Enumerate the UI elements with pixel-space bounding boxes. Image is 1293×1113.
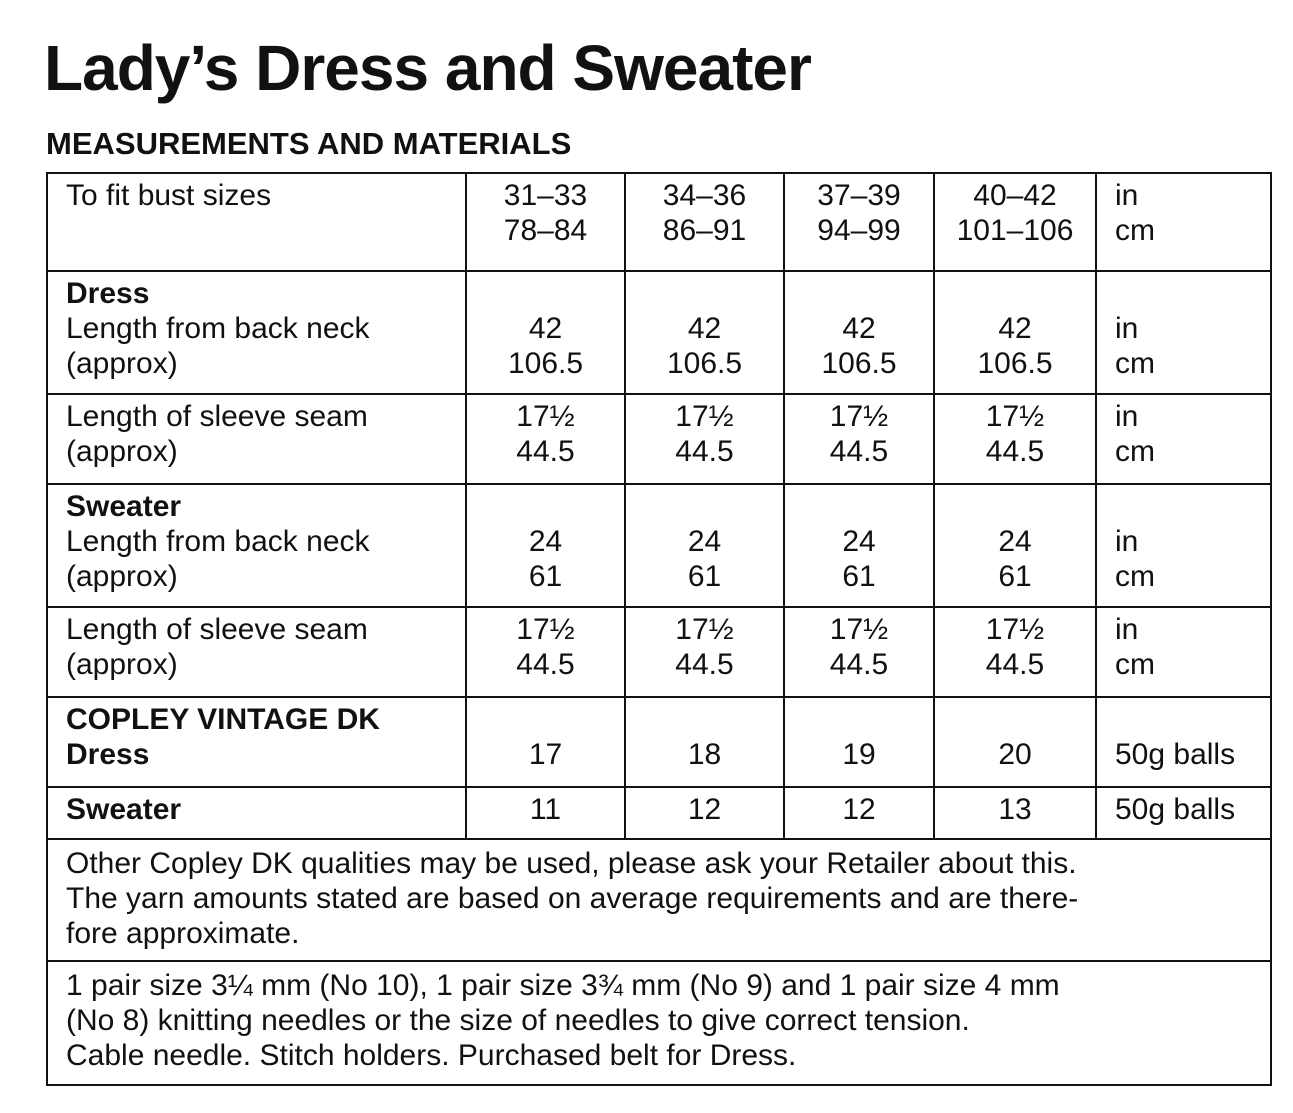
sweater-heading: Sweater xyxy=(66,490,182,523)
value-cell xyxy=(625,394,784,484)
label-line: Length of sleeve seam xyxy=(66,400,368,433)
page-title: Lady’s Dress and Sweater xyxy=(44,32,811,104)
value-cell xyxy=(934,484,1096,607)
value-in: 42 xyxy=(687,312,722,345)
value-in: 17½ xyxy=(675,400,734,433)
sweater-length-row xyxy=(47,484,1271,607)
value-cell xyxy=(466,394,625,484)
unit-cell: 50g balls xyxy=(1096,787,1271,839)
size-in: 37–39 xyxy=(817,179,901,212)
value-in: 42 xyxy=(528,312,563,345)
sweater-sleeve-label xyxy=(47,607,466,697)
value-in: 17½ xyxy=(829,613,889,646)
yarn-heading: COPLEY VINTAGE DK xyxy=(66,703,380,736)
note-line: fore approximate. xyxy=(66,917,300,950)
note-line: 1 pair size 3¼ mm (No 10), 1 pair size 3¾ mm (No 9) and 1 pair size 4 mm xyxy=(66,969,1060,1002)
value-cell xyxy=(625,271,784,394)
unit-in: in xyxy=(1115,400,1139,433)
value-cm: 44.5 xyxy=(516,435,575,468)
note-line: The yarn amounts stated are based on average requirements and are there- xyxy=(66,882,1079,915)
dress-heading: Dress xyxy=(66,277,150,310)
unit-cm: cm xyxy=(1115,435,1155,468)
measurements-table xyxy=(46,172,1272,1086)
unit-cell xyxy=(1096,173,1271,271)
label-line: Length from back neck xyxy=(66,312,370,345)
unit-cell: 50g balls xyxy=(1096,697,1271,787)
size-in: 31–33 xyxy=(503,179,588,212)
dress-length-row xyxy=(47,271,1271,394)
yarn-dress-label xyxy=(47,697,466,787)
size-cell xyxy=(466,173,625,271)
unit-cm: cm xyxy=(1115,347,1155,380)
sweater-length-label xyxy=(47,484,466,607)
value-cell xyxy=(784,484,934,607)
value-cell xyxy=(934,271,1096,394)
value-cell xyxy=(784,607,934,697)
size-cell xyxy=(784,173,934,271)
value-cm: 44.5 xyxy=(675,435,734,468)
yarn-sweater-heading: Sweater xyxy=(66,793,182,826)
value-in: 42 xyxy=(842,312,876,345)
value-cell xyxy=(934,607,1096,697)
yarn-sweater-row xyxy=(47,787,1271,839)
dress-sleeve-row xyxy=(47,394,1271,484)
unit-cm: cm xyxy=(1115,560,1155,593)
value-cm: 44.5 xyxy=(675,648,734,681)
value-cell: 19 xyxy=(784,697,934,787)
unit-cm: cm xyxy=(1115,214,1155,247)
unit-in: in xyxy=(1115,613,1139,646)
value-cell xyxy=(625,607,784,697)
value-cell xyxy=(784,271,934,394)
value-in: 24 xyxy=(687,525,722,558)
label-line: (approx) xyxy=(66,347,178,380)
value-in: 24 xyxy=(842,525,876,558)
value-cm: 106.5 xyxy=(977,347,1053,380)
dress-sleeve-label xyxy=(47,394,466,484)
value-cm: 44.5 xyxy=(985,648,1045,681)
unit-cm: cm xyxy=(1115,648,1155,681)
needles-note-row xyxy=(47,961,1271,1085)
unit-in: in xyxy=(1115,179,1139,212)
needles-note xyxy=(47,961,1271,1085)
size-cm: 86–91 xyxy=(662,214,747,247)
note-line: Cable needle. Stitch holders. Purchased belt for Dress. xyxy=(66,1039,797,1072)
yarn-sweater-label xyxy=(47,787,466,839)
value-cm: 61 xyxy=(687,560,722,593)
value-in: 17½ xyxy=(675,613,734,646)
value-cm: 44.5 xyxy=(985,435,1045,468)
value-cm: 61 xyxy=(842,560,876,593)
sweater-sleeve-row xyxy=(47,607,1271,697)
section-subtitle: MEASUREMENTS AND MATERIALS xyxy=(46,126,572,161)
label-line: Length of sleeve seam xyxy=(66,613,368,646)
value-cell: 12 xyxy=(625,787,784,839)
value-in: 17½ xyxy=(985,613,1045,646)
unit-cell xyxy=(1096,271,1271,394)
qualities-note-row xyxy=(47,839,1271,961)
unit-cell xyxy=(1096,394,1271,484)
dress-length-label xyxy=(47,271,466,394)
value-cell: 17 xyxy=(466,697,625,787)
value-cell xyxy=(466,484,625,607)
size-cm: 94–99 xyxy=(817,214,901,247)
value-cell: 13 xyxy=(934,787,1096,839)
unit-in: in xyxy=(1115,312,1139,345)
qualities-note xyxy=(47,839,1271,961)
label-line: (approx) xyxy=(66,648,178,681)
value-in: 42 xyxy=(998,312,1032,345)
unit-cell xyxy=(1096,484,1271,607)
value-in: 17½ xyxy=(516,400,575,433)
size-in: 34–36 xyxy=(662,179,747,212)
value-in: 24 xyxy=(528,525,563,558)
value-in: 17½ xyxy=(985,400,1045,433)
value-cm: 44.5 xyxy=(829,435,889,468)
size-cm: 78–84 xyxy=(503,214,588,247)
size-cell xyxy=(625,173,784,271)
value-cm: 61 xyxy=(528,560,563,593)
unit-cell xyxy=(1096,607,1271,697)
value-cm: 61 xyxy=(998,560,1032,593)
value-cell xyxy=(466,607,625,697)
bust-sizes-row xyxy=(47,173,1271,271)
value-cell: 12 xyxy=(784,787,934,839)
bust-sizes-label: To fit bust sizes xyxy=(47,173,466,271)
value-cell xyxy=(466,271,625,394)
value-cell xyxy=(934,394,1096,484)
size-cell xyxy=(934,173,1096,271)
size-in: 40–42 xyxy=(973,179,1057,212)
label-line: Length from back neck xyxy=(66,525,370,558)
value-cm: 106.5 xyxy=(666,347,743,380)
value-in: 24 xyxy=(998,525,1032,558)
value-cell: 18 xyxy=(625,697,784,787)
yarn-dress-row xyxy=(47,697,1271,787)
value-cm: 106.5 xyxy=(507,347,584,380)
note-line: Other Copley DK qualities may be used, please ask your Retailer about this. xyxy=(66,847,1077,880)
unit-in: in xyxy=(1115,525,1139,558)
yarn-dress-heading: Dress xyxy=(66,738,150,771)
value-cm: 44.5 xyxy=(829,648,889,681)
size-cm: 101–106 xyxy=(956,214,1074,247)
value-cm: 44.5 xyxy=(516,648,575,681)
note-line: (No 8) knitting needles or the size of needles to give correct tension. xyxy=(66,1004,970,1037)
label-line: (approx) xyxy=(66,435,178,468)
value-cell xyxy=(625,484,784,607)
value-cell: 11 xyxy=(466,787,625,839)
value-cm: 106.5 xyxy=(821,347,897,380)
value-in: 17½ xyxy=(829,400,889,433)
label-line: (approx) xyxy=(66,560,178,593)
value-cell xyxy=(784,394,934,484)
value-cell: 20 xyxy=(934,697,1096,787)
value-in: 17½ xyxy=(516,613,575,646)
